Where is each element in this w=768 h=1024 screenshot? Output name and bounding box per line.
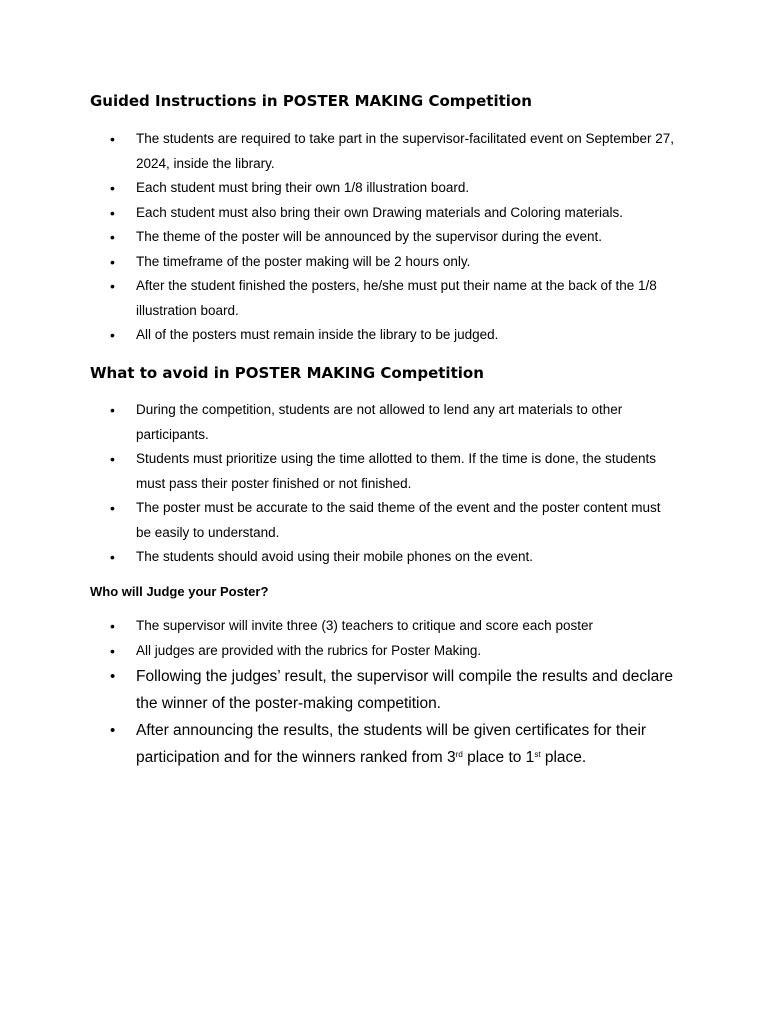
list-item-text: Each student must bring their own 1/8 illustration board. [136,180,470,195]
bullet-icon: • [110,451,115,467]
bullet-icon: • [110,278,115,294]
list-item [0,250,676,275]
bullet-icon: • [110,722,116,739]
list-item [0,323,676,348]
list-item [0,496,676,545]
list-item [0,663,681,717]
list-item-text: The students are required to take part in the supervisor-facilitated event on September 27, 2024, inside the library. [136,131,675,171]
list-item [0,717,681,771]
section-heading-guided-instructions: Guided Instructions in POSTER MAKING Competition [90,92,532,110]
list-item-text: Each student must also bring their own Drawing materials and Coloring materials. [136,204,623,220]
who-will-judge-list [0,614,768,771]
bullet-icon: • [110,618,115,634]
list-item-text-part: place. [540,749,587,766]
bullet-icon: • [110,642,115,659]
list-item-text: The supervisor will invite three (3) teachers to critique and score each poster [136,618,593,633]
bullet-icon: • [110,204,115,221]
list-item-text: Following the judges’ result, the supervisor will compile the results and declare the winner of the poster-making competition. [136,668,674,712]
list-item [0,127,676,176]
list-item [0,447,676,496]
list-item-text: The poster must be accurate to the said theme of the event and the poster content must be easily to understand. [136,500,661,540]
bullet-icon: • [110,131,115,147]
list-item-text-part: place to 1 [462,749,535,766]
list-item-text: After the student finished the posters, he/she must put their name at the back of the 1/8 illustration board. [136,278,657,318]
ordinal-suffix: st [534,750,541,759]
list-item-text: The theme of the poster will be announced by the supervisor during the event. [136,229,603,244]
ordinal-suffix: rd [455,750,463,759]
bullet-icon: • [110,549,115,565]
bullet-icon: • [110,668,116,685]
list-item [0,274,676,323]
list-item-text: All judges are provided with the rubrics for Poster Making. [136,642,482,658]
bullet-icon: • [110,229,115,245]
bullet-icon: • [110,402,115,418]
section-heading-what-to-avoid: What to avoid in POSTER MAKING Competition [90,364,484,382]
list-item-text: All of the posters must remain inside the library to be judged. [136,327,499,342]
section-heading-who-will-judge: Who will Judge your Poster? [90,584,269,599]
what-to-avoid-list [0,398,768,570]
bullet-icon: • [110,180,115,196]
bullet-icon: • [110,500,115,516]
list-item [0,225,676,250]
list-item-text: The students should avoid using their mobile phones on the event. [136,549,534,564]
list-item [0,614,676,639]
list-item [0,176,676,201]
list-item [0,398,676,447]
list-item-text: The timeframe of the poster making will be 2 hours only. [136,253,471,269]
list-item-text: During the competition, students are not allowed to lend any art materials to other participants. [136,402,623,442]
list-item [0,201,676,226]
list-item [0,545,676,570]
list-item-text: Students must prioritize using the time allotted to them. If the time is done, the students must pass their poster finished or not finished. [136,451,657,491]
list-item-text-part: After announcing the results, the students will be given certificates for their participation and for the winners ranked from 3 [136,722,647,766]
guided-instructions-list [0,127,768,348]
list-item [0,639,676,664]
bullet-icon: • [110,253,115,270]
bullet-icon: • [110,327,115,343]
